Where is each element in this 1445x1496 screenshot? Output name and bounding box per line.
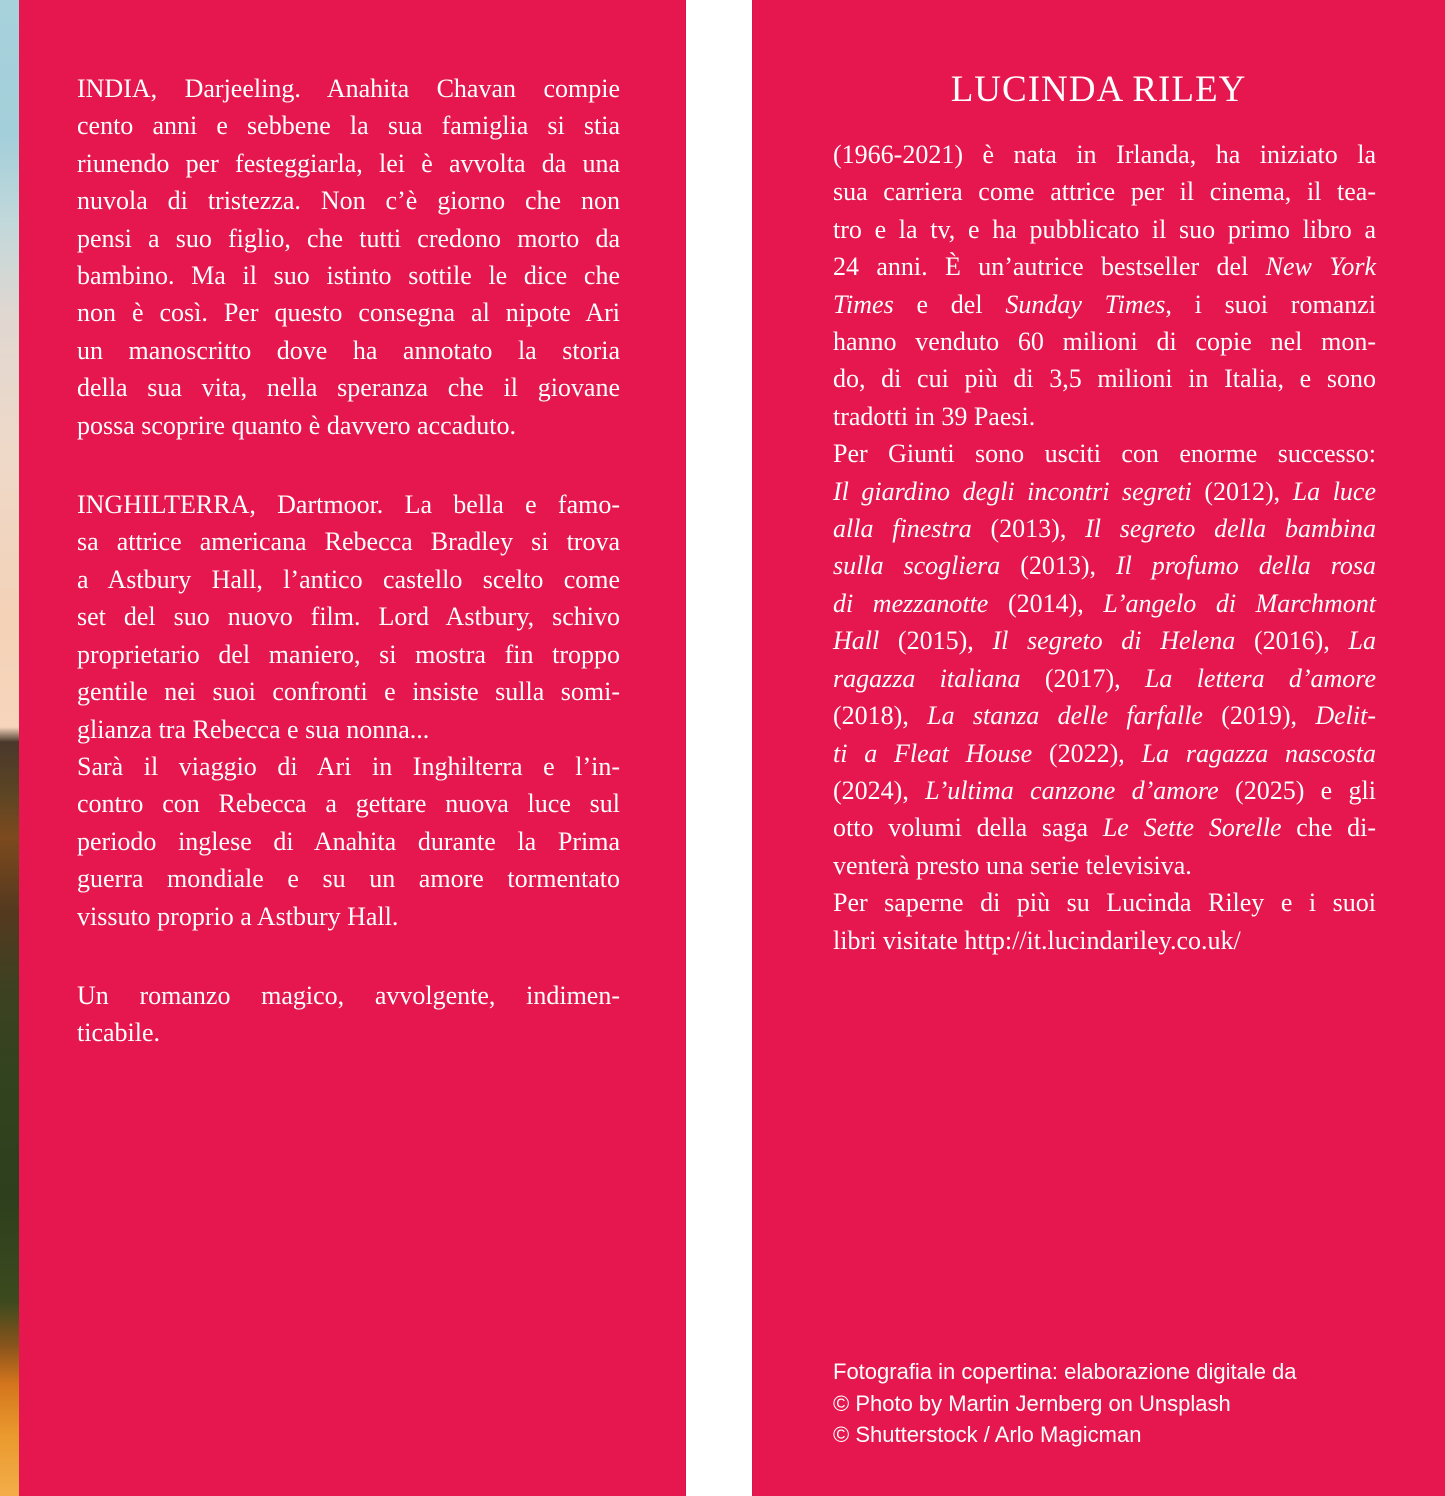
text-line xyxy=(77,748,620,785)
text-line xyxy=(833,136,1376,173)
text-run: a Astbury Hall, l’antico castello scelto come xyxy=(77,564,620,594)
text-run: glianza tra Rebecca e sua nonna... xyxy=(77,714,430,744)
text-run: Un romanzo magico, avvolgente, indimen- xyxy=(77,980,620,1010)
text-run: set del suo nuovo film. Lord Astbury, schivo xyxy=(77,602,620,632)
front-flap-synopsis xyxy=(77,70,620,1052)
text-line xyxy=(77,369,620,406)
text-line xyxy=(77,636,620,673)
italic-text-run: Times xyxy=(833,289,894,319)
text-line xyxy=(833,585,1376,622)
paragraph xyxy=(77,486,620,935)
text-run: sa attrice americana Rebecca Bradley si trova xyxy=(77,527,620,557)
text-run: (2017), xyxy=(1020,663,1145,693)
credit-line: Fotografia in copertina: elaborazione digitale da xyxy=(833,1359,1297,1384)
text-line xyxy=(833,622,1376,659)
text-run: (2013), xyxy=(1000,551,1116,581)
text-run: vissuto proprio a Astbury Hall. xyxy=(77,901,399,931)
text-run: ticabile. xyxy=(77,1018,161,1048)
text-line xyxy=(833,735,1376,772)
italic-text-run: La stanza delle farfalle xyxy=(927,701,1203,731)
text-run: 24 anni. È un’autrice bestseller del xyxy=(833,252,1266,282)
text-line xyxy=(77,977,620,1014)
text-line xyxy=(833,922,1376,959)
text-run: tro e la tv, e ha pubblicato il suo primo libro a xyxy=(833,214,1376,244)
text-line xyxy=(77,1014,620,1051)
text-line xyxy=(833,660,1376,697)
text-line xyxy=(833,547,1376,584)
text-line xyxy=(77,257,620,294)
italic-text-run: L’ultima canzone d’amore xyxy=(925,775,1219,805)
text-run: (2025) e gli xyxy=(1218,775,1376,805)
text-line xyxy=(77,332,620,369)
text-run: Sarà il viaggio di Ari in Inghilterra e l’in- xyxy=(77,751,620,781)
text-line xyxy=(833,473,1376,510)
text-line xyxy=(77,898,620,935)
text-run: (2015), xyxy=(879,626,993,656)
text-line xyxy=(833,360,1376,397)
text-run: che di- xyxy=(1281,813,1376,843)
text-line xyxy=(77,407,620,444)
text-run: do, di cui più di 3,5 milioni in Italia, e sono xyxy=(833,364,1376,394)
paragraph xyxy=(833,136,1376,959)
italic-text-run: Il segreto della bambina xyxy=(1085,514,1376,544)
italic-text-run: sulla scogliera xyxy=(833,551,1001,581)
text-run: INDIA, Darjeeling. Anahita Chavan compie xyxy=(77,74,620,103)
text-run: pensi a suo figlio, che tutti credono morto da xyxy=(77,223,620,253)
text-line xyxy=(833,248,1376,285)
text-run: otto volumi della saga xyxy=(833,813,1103,843)
text-line xyxy=(833,697,1376,734)
text-run: sua carriera come attrice per il cinema, il tea- xyxy=(833,177,1376,207)
author-name-heading: LUCINDA RILEY xyxy=(950,69,1247,110)
italic-text-run: Il giardino degli incontri segreti xyxy=(833,476,1192,506)
text-line xyxy=(77,70,620,107)
text-run: (2019), xyxy=(1202,701,1316,731)
text-run: INGHILTERRA, Dartmoor. La bella e famo- xyxy=(77,490,620,520)
text-run: (2022), xyxy=(1032,738,1142,768)
back-flap-panel xyxy=(752,0,1445,1496)
text-run: bambino. Ma il suo istinto sottile le dice che xyxy=(77,261,620,291)
text-run: tradotti in 39 Paesi. xyxy=(833,401,1036,431)
front-flap-panel xyxy=(19,0,686,1496)
text-run: periodo inglese di Anahita durante la Prima xyxy=(77,826,620,856)
text-line xyxy=(833,286,1376,323)
photo-credits xyxy=(833,1356,1297,1451)
text-line xyxy=(833,884,1376,921)
text-line xyxy=(77,561,620,598)
text-run: (1966-2021) è nata in Irlanda, ha iniziato la xyxy=(833,140,1376,169)
text-line xyxy=(833,772,1376,809)
italic-text-run: ragazza italiana xyxy=(833,663,1021,693)
text-run: proprietario del maniero, si mostra fin troppo xyxy=(77,639,620,669)
text-line xyxy=(833,173,1376,210)
text-line xyxy=(833,211,1376,248)
text-run: un manoscritto dove ha annotato la storia xyxy=(77,335,620,365)
text-line xyxy=(833,809,1376,846)
cover-photo-edge xyxy=(0,0,19,1496)
text-line xyxy=(77,598,620,635)
text-run: nuvola di tristezza. Non c’è giorno che non xyxy=(77,186,620,216)
text-line xyxy=(77,860,620,897)
text-line xyxy=(833,847,1376,884)
italic-text-run: Delit- xyxy=(1315,701,1376,731)
text-run: (2024), xyxy=(833,775,926,805)
text-run: venterà presto una serie televisiva. xyxy=(833,850,1192,880)
text-run: non è così. Per questo consegna al nipote Ari xyxy=(77,298,620,328)
text-run: (2018), xyxy=(833,701,928,731)
credit-line: © Photo by Martin Jernberg on Unsplash xyxy=(833,1390,1231,1416)
text-run: Per saperne di più su Lucinda Riley e i suoi xyxy=(833,888,1376,918)
italic-text-run: Hall xyxy=(833,626,880,656)
italic-text-run: New York xyxy=(1265,252,1376,282)
text-line xyxy=(77,711,620,748)
credit-line: © Shutterstock / Arlo Magicman xyxy=(833,1422,1142,1447)
italic-text-run: Le Sette Sorelle xyxy=(1102,813,1282,843)
text-run: possa scoprire quanto è davvero accaduto. xyxy=(77,410,516,440)
text-line xyxy=(833,398,1376,435)
italic-text-run: Sunday Times xyxy=(1005,289,1166,319)
text-line xyxy=(77,182,620,219)
text-run: e del xyxy=(893,289,1006,319)
text-line xyxy=(77,220,620,257)
italic-text-run: alla finestra xyxy=(833,514,972,544)
italic-text-run: La luce xyxy=(1292,476,1376,506)
italic-text-run: ti a Fleat House xyxy=(833,738,1033,768)
text-line xyxy=(77,823,620,860)
text-run: riunendo per festeggiarla, lei è avvolta da una xyxy=(77,148,620,178)
text-run: (2013), xyxy=(971,514,1086,544)
italic-text-run: La ragazza nascosta xyxy=(1141,738,1376,768)
text-run: guerra mondiale e su un amore tormentato xyxy=(77,864,620,894)
text-run: della sua vita, nella speranza che il giovane xyxy=(77,373,620,403)
text-run: (2012), xyxy=(1191,476,1293,506)
text-run: cento anni e sebbene la sua famiglia si stia xyxy=(77,111,620,141)
text-run: , i suoi romanzi xyxy=(1165,289,1376,319)
text-run: hanno venduto 60 milioni di copie nel mon- xyxy=(833,327,1376,357)
text-line xyxy=(77,107,620,144)
text-line xyxy=(77,673,620,710)
italic-text-run: L’angelo di Marchmont xyxy=(1103,588,1376,618)
text-line xyxy=(833,510,1376,547)
text-line xyxy=(833,435,1376,472)
paragraph xyxy=(77,70,620,444)
text-line xyxy=(833,323,1376,360)
text-run: libri visitate http://it.lucindariley.co.uk/ xyxy=(833,925,1241,955)
italic-text-run: La lettera d’amore xyxy=(1144,663,1376,693)
italic-text-run: Il segreto di Helena xyxy=(992,626,1236,656)
text-run: (2014), xyxy=(988,588,1104,618)
italic-text-run: La xyxy=(1348,626,1376,656)
text-line xyxy=(77,785,620,822)
italic-text-run: Il profumo della rosa xyxy=(1115,551,1376,581)
paragraph xyxy=(77,977,620,1052)
text-run: gentile nei suoi confronti e insiste sulla somi- xyxy=(77,677,620,707)
text-run: Per Giunti sono usciti con enorme successo: xyxy=(833,439,1376,469)
text-line xyxy=(77,523,620,560)
italic-text-run: di mezzanotte xyxy=(833,588,989,618)
text-run: (2016), xyxy=(1235,626,1349,656)
text-run: contro con Rebecca a gettare nuova luce sul xyxy=(77,789,620,819)
text-line xyxy=(77,294,620,331)
text-line xyxy=(77,486,620,523)
text-line xyxy=(77,145,620,182)
author-bio xyxy=(833,136,1376,959)
